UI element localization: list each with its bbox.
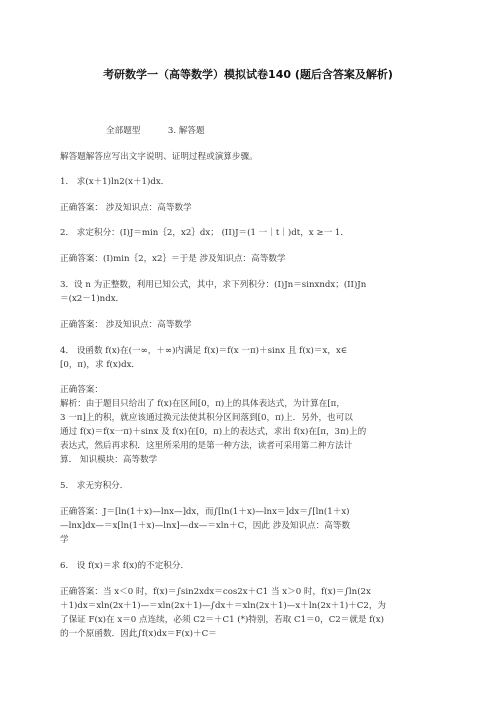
explanation-4-line-5: 算． 知识模块：高等数学 xyxy=(60,455,158,465)
question-6: 6． 设 f(x)＝求 f(x)的不定积分． xyxy=(60,561,190,571)
document-title: 考研数学一（高等数学）模拟试卷140 (题后含答案及解析) xyxy=(103,68,393,81)
section-tabs xyxy=(106,126,205,137)
answer-5-line-3: 学 xyxy=(60,535,69,545)
question-1: 1． 求(x＋1)ln2(x＋1)dx． xyxy=(60,177,170,187)
answer-6-line-1: 正确答案：当 x＜0 时，f(x)＝∫sin2xdx＝cos2x＋C1 当 x＞0 时，f(x)＝∫ln(2x xyxy=(60,587,371,597)
question-3-line-2: ＝(x2－1)ndx． xyxy=(60,294,125,304)
answer-5-line-2: —lnx]dx—＝x[ln(1＋x)—lnx]—dx—＝xln＋C，因此 涉及知识点：高等数 xyxy=(60,521,351,531)
question-5: 5． 求无穷积分． xyxy=(60,481,129,491)
explanation-4-line-2: 3 一π]上的积，就应该通过换元法使其积分区间落到[0，π)上．另外，也可以 xyxy=(60,413,353,423)
instructions-text: 解答题解答应写出文字说明、证明过程或演算步骤。 xyxy=(60,152,258,162)
answer-6-line-3: 了保证 F(x)在 x＝0 点连续，必须 C2＝＋C1 (*)特别，若取 C1＝0，C2＝就是 f(x) xyxy=(60,615,384,625)
question-4-line-2: [0，π)，求 f(x)dx． xyxy=(60,360,141,370)
question-4-line-1: 4． 设函数 f(x)在(一∞，＋∞)内满足 f(x)＝f(x 一π)＋sinx 且 f(x)＝x，x∈ xyxy=(60,346,348,356)
explanation-4-line-3: 通过 f(x)＝f(x一π)＋sinx 及 f(x)在[0，π)上的表达式，求出 f(x)在[π，3π)上的 xyxy=(60,427,367,437)
explanation-4-line-4: 表达式，然后再求积．这里所采用的是第一种方法，读者可采用第二种方法计 xyxy=(60,441,353,451)
question-3-line-1: 3．设 n 为正整数，利用已知公式，其中，求下列积分：(I)Jn＝sinxndx；(II)Jn xyxy=(60,280,367,290)
answer-4: 正确答案： xyxy=(60,385,103,395)
answer-1: 正确答案： 涉及知识点：高等数学 xyxy=(60,203,192,213)
explanation-4-line-1: 解析：由于题目只给出了 f(x)在区间[0，π)上的具体表达式，为计算在[π， xyxy=(60,399,345,409)
answer-3: 正确答案： 涉及知识点：高等数学 xyxy=(60,320,192,330)
answer-6-line-4: 的一个原函数．因此∫f(x)dx＝F(x)＋C＝ xyxy=(60,629,217,639)
tab-all-types[interactable]: 全部题型 xyxy=(106,126,141,136)
answer-6-line-2: ＋1)dx＝xln(2x＋1)—＝xln(2x＋1)—∫dx＋＝xln(2x＋1)—x＋ln(2x＋1)＋C2，为 xyxy=(60,601,387,611)
answer-5-line-1: 正确答案：J＝[ln(1＋x)—lnx—]dx，而∫[ln(1＋x)—lnx＝]dx＝∫[ln(1＋x) xyxy=(60,507,350,517)
answer-2: 正确答案：(Ⅰ)min｛2，x2｝＝于是 涉及知识点：高等数学 xyxy=(60,254,286,264)
tab-current-section[interactable]: 3. 解答题 xyxy=(167,126,205,136)
question-2: 2． 求定积分：(I)J＝min｛2，x2｝dx； (II)J＝(1 一｜t｜)dt，x ≥一 1． xyxy=(60,228,349,238)
